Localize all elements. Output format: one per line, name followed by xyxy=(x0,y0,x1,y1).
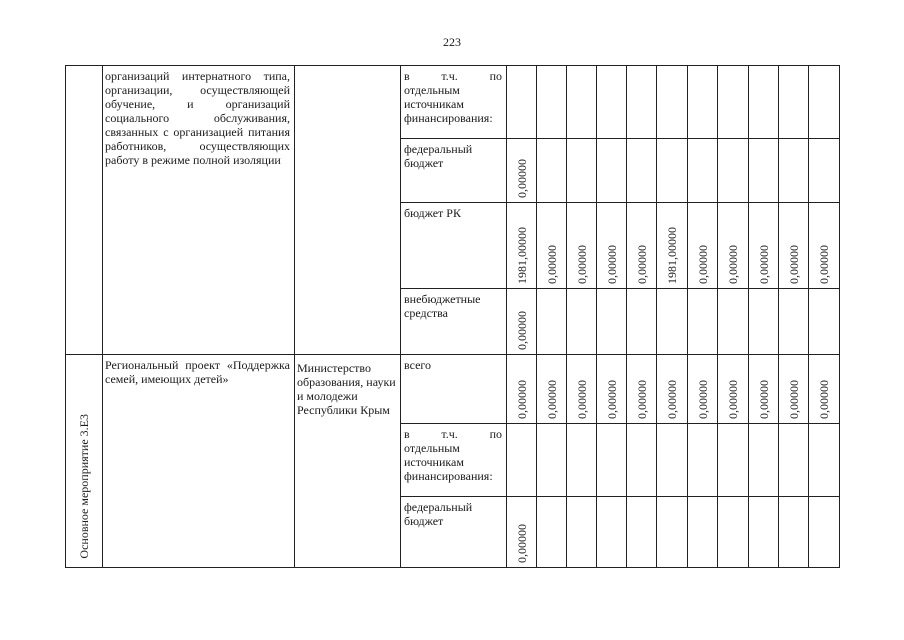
value-cell xyxy=(657,289,688,355)
value-cell xyxy=(718,203,749,289)
value-cell xyxy=(718,355,749,424)
value-text: 0,00000 xyxy=(726,380,740,419)
funding-source-label: внебюджетные средства xyxy=(401,289,507,355)
value-text: 0,00000 xyxy=(817,380,831,419)
value-text: 1981,00000 xyxy=(665,227,679,284)
funding-source-label: федеральный бюджет xyxy=(401,497,507,568)
section-side-label xyxy=(66,355,103,568)
value-cell xyxy=(657,355,688,424)
value-text: 0,00000 xyxy=(544,245,559,284)
value-text: 0,00000 xyxy=(604,245,619,284)
value-cell xyxy=(567,289,597,355)
value-cell xyxy=(809,203,840,289)
value-cell xyxy=(688,203,718,289)
value-text: 0,00000 xyxy=(726,245,740,284)
value-cell xyxy=(688,66,718,139)
value-text: 0,00000 xyxy=(514,311,529,350)
section-side-label xyxy=(66,66,103,355)
value-cell xyxy=(657,497,688,568)
funding-source-label: всего xyxy=(401,355,507,424)
value-cell xyxy=(809,497,840,568)
table-row xyxy=(66,66,840,139)
value-cell xyxy=(567,355,597,424)
value-cell xyxy=(537,355,567,424)
table-row xyxy=(66,355,840,424)
value-cell xyxy=(597,497,627,568)
value-cell xyxy=(597,203,627,289)
value-cell xyxy=(507,424,537,497)
value-text: 0,00000 xyxy=(756,380,771,419)
value-cell xyxy=(597,355,627,424)
value-cell xyxy=(567,139,597,203)
value-cell xyxy=(507,497,537,568)
value-cell xyxy=(809,139,840,203)
value-text: 0,00000 xyxy=(634,380,649,419)
value-text: 0,00000 xyxy=(786,245,801,284)
value-cell xyxy=(597,289,627,355)
value-cell xyxy=(537,424,567,497)
value-cell xyxy=(809,66,840,139)
value-cell xyxy=(779,424,809,497)
funding-source-label: бюджет РК xyxy=(401,203,507,289)
value-text: 0,00000 xyxy=(514,380,529,419)
value-text: 0,00000 xyxy=(604,380,619,419)
value-cell xyxy=(627,66,657,139)
value-cell xyxy=(567,497,597,568)
value-cell xyxy=(657,424,688,497)
value-text: 0,00000 xyxy=(514,159,529,198)
value-cell xyxy=(718,139,749,203)
value-cell xyxy=(627,203,657,289)
value-text: 0,00000 xyxy=(514,524,529,563)
funding-source-label: в т.ч. по отдельным источникам финансирования: xyxy=(401,424,507,497)
value-text: 0,00000 xyxy=(574,245,589,284)
value-cell xyxy=(779,139,809,203)
value-cell xyxy=(749,289,779,355)
measure-description: Региональный проект «Поддержка семей, имеющих детей» xyxy=(103,355,295,568)
value-cell xyxy=(657,139,688,203)
value-text: 0,00000 xyxy=(544,380,559,419)
value-cell xyxy=(688,424,718,497)
value-cell xyxy=(507,289,537,355)
value-cell xyxy=(657,66,688,139)
value-text: 0,00000 xyxy=(634,245,649,284)
value-cell xyxy=(749,497,779,568)
value-cell xyxy=(809,424,840,497)
executor-cell: Министерство образования, науки и молодежи Республики Крым xyxy=(295,355,401,568)
value-cell xyxy=(507,139,537,203)
side-label-text: Основное мероприятие 3.Е3 xyxy=(77,414,91,559)
value-cell xyxy=(688,289,718,355)
budget-table xyxy=(65,65,840,568)
value-cell xyxy=(809,355,840,424)
value-cell xyxy=(779,66,809,139)
value-cell xyxy=(749,66,779,139)
value-cell xyxy=(597,66,627,139)
funding-source-label: федеральный бюджет xyxy=(401,139,507,203)
value-text: 0,00000 xyxy=(574,380,589,419)
value-cell xyxy=(537,66,567,139)
value-cell xyxy=(749,424,779,497)
value-cell xyxy=(718,66,749,139)
value-cell xyxy=(537,203,567,289)
value-cell xyxy=(779,289,809,355)
value-cell xyxy=(627,355,657,424)
value-cell xyxy=(597,139,627,203)
value-cell xyxy=(567,66,597,139)
value-text: 0,00000 xyxy=(665,380,679,419)
value-cell xyxy=(749,139,779,203)
value-cell xyxy=(657,203,688,289)
value-cell xyxy=(809,289,840,355)
value-cell xyxy=(627,289,657,355)
value-cell xyxy=(718,497,749,568)
value-cell xyxy=(779,497,809,568)
value-text: 1981,00000 xyxy=(514,227,529,284)
value-cell xyxy=(779,203,809,289)
value-cell xyxy=(718,424,749,497)
value-cell xyxy=(688,497,718,568)
value-cell xyxy=(688,355,718,424)
funding-source-label: в т.ч. по отдельным источникам финансирования: xyxy=(401,66,507,139)
value-cell xyxy=(567,424,597,497)
executor-cell xyxy=(295,66,401,355)
value-cell xyxy=(627,139,657,203)
value-cell xyxy=(688,139,718,203)
value-cell xyxy=(627,424,657,497)
page-number: 223 xyxy=(443,35,461,49)
value-cell xyxy=(507,203,537,289)
value-cell xyxy=(718,289,749,355)
value-cell xyxy=(537,497,567,568)
value-cell xyxy=(507,355,537,424)
value-cell xyxy=(749,355,779,424)
value-cell xyxy=(627,497,657,568)
value-cell xyxy=(749,203,779,289)
value-cell xyxy=(537,139,567,203)
value-cell xyxy=(537,289,567,355)
value-cell xyxy=(597,424,627,497)
measure-description: организаций интернатного типа, организации, осуществляющей обучение, и организаций социального обслуживания, связанных с организацией питания работников, осуществляющих работу в режиме полной изоляции xyxy=(103,66,295,355)
value-text: 0,00000 xyxy=(756,245,771,284)
value-cell xyxy=(507,66,537,139)
value-cell xyxy=(567,203,597,289)
value-text: 0,00000 xyxy=(695,380,710,419)
value-text: 0,00000 xyxy=(786,380,801,419)
value-text: 0,00000 xyxy=(695,245,710,284)
value-cell xyxy=(779,355,809,424)
value-text: 0,00000 xyxy=(817,245,831,284)
